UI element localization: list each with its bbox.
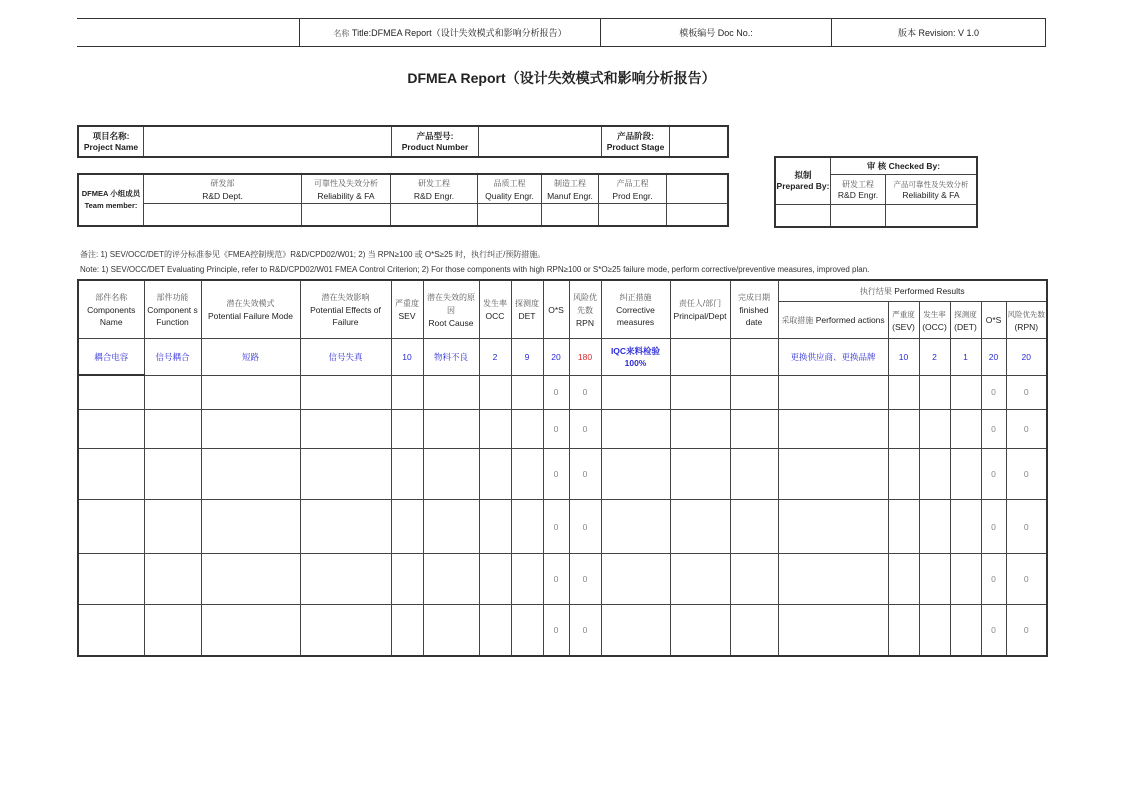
empty-cell[interactable] (919, 500, 950, 554)
empty-cell[interactable] (201, 375, 300, 410)
empty-cell[interactable] (919, 375, 950, 410)
team-input-quality[interactable] (478, 204, 542, 227)
empty-cell[interactable] (78, 410, 144, 449)
empty-cell[interactable] (670, 449, 730, 500)
col-os: O*S (543, 280, 569, 339)
col-principal: 责任人/部门 Principal/Dept (670, 280, 730, 339)
empty-cell[interactable] (511, 375, 543, 410)
empty-cell[interactable] (919, 605, 950, 657)
computed-zero-cell: 0 (543, 554, 569, 605)
empty-cell[interactable] (950, 500, 981, 554)
page-title: DFMEA Report（设计失效模式和影响分析报告） (407, 70, 716, 86)
col-occ2: 发生率 (OCC) (919, 302, 950, 339)
empty-cell[interactable] (730, 605, 778, 657)
col-finished-date: 完成日期 finished date (730, 280, 778, 339)
document-header (77, 18, 1046, 47)
computed-zero-cell: 0 (981, 410, 1006, 449)
empty-cell[interactable] (479, 375, 511, 410)
empty-cell[interactable] (778, 375, 888, 410)
computed-zero-cell: 0 (543, 375, 569, 410)
empty-cell[interactable] (479, 554, 511, 605)
project-name-value[interactable] (144, 126, 392, 157)
empty-cell[interactable] (423, 554, 479, 605)
empty-cell[interactable] (144, 554, 201, 605)
empty-cell[interactable] (78, 554, 144, 605)
col-sev: 严重度 SEV (391, 280, 423, 339)
empty-cell[interactable] (511, 500, 543, 554)
cell-os2: 20 (981, 339, 1006, 376)
col-performed-results: 执行结果 Performed Results (778, 280, 1047, 302)
computed-zero-cell: 0 (1006, 554, 1047, 605)
table-row (78, 605, 1047, 657)
team-input-reliability[interactable] (302, 204, 391, 227)
computed-zero-cell: 0 (569, 375, 601, 410)
computed-zero-cell: 0 (569, 605, 601, 657)
empty-cell[interactable] (730, 554, 778, 605)
computed-zero-cell: 0 (981, 554, 1006, 605)
empty-cell[interactable] (479, 500, 511, 554)
empty-cell[interactable] (778, 554, 888, 605)
cell-principal[interactable] (670, 339, 730, 376)
empty-cell[interactable] (201, 605, 300, 657)
empty-cell[interactable] (423, 410, 479, 449)
note-english: Note: 1) SEV/OCC/DET Evaluating Principle, refer to R&D/CPD02/W01 FMEA Control Criterion; 2) For those components with high RPN≥100 or S*O≥25 failure mode, perform corrective/preventive measures, improved plan. (80, 265, 870, 274)
empty-cell[interactable] (730, 500, 778, 554)
table-row (78, 500, 1047, 554)
team-col-reliability: 可靠性及失效分析 Reliability & FA (302, 174, 391, 204)
empty-cell[interactable] (670, 375, 730, 410)
team-label: DFMEA 小组成员 Team member: (78, 174, 144, 226)
checked-rd-engr: 研发工程 R&D Engr. (831, 175, 886, 205)
checked-reliability: 产品可靠性及失效分析 Reliability & FA (886, 175, 978, 205)
empty-cell[interactable] (888, 449, 919, 500)
col-root-cause: 潜在失效的原因 Root Cause (423, 280, 479, 339)
computed-zero-cell: 0 (1006, 605, 1047, 657)
empty-cell[interactable] (300, 449, 391, 500)
team-col-rd: 研发部 R&D Dept. (144, 174, 302, 204)
computed-zero-cell: 0 (1006, 375, 1047, 410)
team-input-blank[interactable] (667, 204, 729, 227)
empty-cell[interactable] (144, 449, 201, 500)
table-row (78, 339, 1047, 376)
empty-cell[interactable] (730, 375, 778, 410)
team-col-prod: 产品工程 Prod Engr. (599, 174, 667, 204)
header-blank (77, 19, 300, 47)
team-table (77, 173, 729, 227)
computed-zero-cell: 0 (1006, 500, 1047, 554)
empty-cell[interactable] (423, 375, 479, 410)
empty-cell[interactable] (778, 500, 888, 554)
table-row (78, 375, 1047, 410)
empty-cell[interactable] (601, 375, 670, 410)
empty-cell[interactable] (670, 500, 730, 554)
empty-cell[interactable] (391, 410, 423, 449)
computed-zero-cell: 0 (543, 449, 569, 500)
empty-cell[interactable] (78, 500, 144, 554)
empty-cell[interactable] (511, 449, 543, 500)
empty-cell[interactable] (601, 410, 670, 449)
empty-cell[interactable] (144, 375, 201, 410)
empty-cell[interactable] (300, 500, 391, 554)
project-name-label: 项目名称: Project Name (78, 126, 144, 157)
col-components-name: 部件名称 Components Name (78, 280, 144, 339)
cell-os: 20 (543, 339, 569, 376)
col-failure-mode: 潜在失效模式 Potential Failure Mode (201, 280, 300, 339)
cell-sev[interactable]: 10 (391, 339, 423, 376)
approval-table (774, 156, 978, 228)
empty-cell[interactable] (201, 554, 300, 605)
empty-cell[interactable] (300, 410, 391, 449)
cell-sev2[interactable]: 10 (888, 339, 919, 376)
empty-cell[interactable] (601, 605, 670, 657)
computed-zero-cell: 0 (569, 554, 601, 605)
empty-cell[interactable] (144, 410, 201, 449)
empty-cell[interactable] (511, 410, 543, 449)
computed-zero-cell: 0 (569, 410, 601, 449)
empty-cell[interactable] (78, 449, 144, 500)
empty-cell[interactable] (78, 605, 144, 657)
fmea-table (77, 279, 1048, 657)
team-input-rd[interactable] (144, 204, 302, 227)
team-col-quality: 品质工程 Quality Engr. (478, 174, 542, 204)
cell-action[interactable]: 更换供应商、更换品牌 (778, 339, 888, 376)
empty-cell[interactable] (144, 605, 201, 657)
checked-rd-input[interactable] (831, 205, 886, 228)
empty-cell[interactable] (888, 375, 919, 410)
cell-det2[interactable]: 1 (950, 339, 981, 376)
product-stage-value[interactable] (670, 126, 729, 157)
empty-cell[interactable] (300, 554, 391, 605)
empty-cell[interactable] (391, 554, 423, 605)
cell-date[interactable] (730, 339, 778, 376)
cell-occ[interactable]: 2 (479, 339, 511, 376)
empty-cell[interactable] (888, 410, 919, 449)
empty-cell[interactable] (423, 449, 479, 500)
prepared-by-label: 拟制 Prepared By: (775, 157, 831, 205)
computed-zero-cell: 0 (543, 500, 569, 554)
header-docno: 模板编号 Doc No.: (601, 19, 832, 47)
computed-zero-cell: 0 (981, 375, 1006, 410)
empty-cell[interactable] (950, 410, 981, 449)
cell-function[interactable]: 信号耦合 (144, 339, 201, 376)
cell-det[interactable]: 9 (511, 339, 543, 376)
empty-cell[interactable] (919, 410, 950, 449)
table-row (78, 410, 1047, 449)
empty-cell[interactable] (950, 375, 981, 410)
col-rpn2: 风险优先数 (RPN) (1006, 302, 1047, 339)
empty-cell[interactable] (670, 410, 730, 449)
empty-cell[interactable] (511, 605, 543, 657)
table-row (78, 449, 1047, 500)
team-input-manuf[interactable] (542, 204, 599, 227)
empty-cell[interactable] (423, 605, 479, 657)
empty-cell[interactable] (479, 449, 511, 500)
empty-cell[interactable] (391, 500, 423, 554)
empty-cell[interactable] (950, 605, 981, 657)
empty-cell[interactable] (778, 449, 888, 500)
cell-rpn2: 20 (1006, 339, 1047, 376)
empty-cell[interactable] (201, 410, 300, 449)
empty-cell[interactable] (778, 605, 888, 657)
prepared-by-input[interactable] (775, 205, 831, 228)
empty-cell[interactable] (950, 449, 981, 500)
computed-zero-cell: 0 (1006, 410, 1047, 449)
cell-occ2[interactable]: 2 (919, 339, 950, 376)
cell-corrective[interactable]: IQC来料检验100% (601, 339, 670, 376)
empty-cell[interactable] (730, 410, 778, 449)
empty-cell[interactable] (479, 410, 511, 449)
empty-cell[interactable] (950, 554, 981, 605)
computed-zero-cell: 0 (981, 605, 1006, 657)
product-number-value[interactable] (479, 126, 602, 157)
team-col-blank (667, 174, 729, 204)
col-performed-actions: 采取措施 Performed actions (778, 302, 888, 339)
computed-zero-cell: 0 (543, 410, 569, 449)
computed-zero-cell: 0 (569, 500, 601, 554)
empty-cell[interactable] (778, 410, 888, 449)
header-revision: 版本 Revision: V 1.0 (832, 19, 1046, 47)
col-effects: 潜在失效影响 Potential Effects of Failure (300, 280, 391, 339)
empty-cell[interactable] (144, 500, 201, 554)
empty-cell[interactable] (601, 554, 670, 605)
empty-cell[interactable] (730, 449, 778, 500)
cell-cause[interactable]: 物料不良 (423, 339, 479, 376)
col-det: 探测度 DET (511, 280, 543, 339)
empty-cell[interactable] (391, 375, 423, 410)
header-title: Title:DFMEA Report（设计失效模式和影响分析报告） (351, 28, 567, 38)
empty-cell[interactable] (479, 605, 511, 657)
checked-by-label: 审 核 Checked By: (831, 157, 978, 175)
checked-reliability-input[interactable] (886, 205, 978, 228)
empty-cell[interactable] (78, 375, 144, 410)
team-input-rd-engr[interactable] (391, 204, 478, 227)
project-info-table (77, 125, 729, 158)
empty-cell[interactable] (511, 554, 543, 605)
computed-zero-cell: 0 (981, 449, 1006, 500)
empty-cell[interactable] (201, 449, 300, 500)
cell-mode[interactable]: 短路 (201, 339, 300, 376)
col-sev2: 严重度 (SEV) (888, 302, 919, 339)
empty-cell[interactable] (670, 605, 730, 657)
team-col-rd-engr: 研发工程 R&D Engr. (391, 174, 478, 204)
empty-cell[interactable] (888, 605, 919, 657)
cell-name[interactable]: 耦合电容 (78, 339, 144, 376)
cell-effect[interactable]: 信号失真 (300, 339, 391, 376)
empty-cell[interactable] (670, 554, 730, 605)
empty-cell[interactable] (601, 500, 670, 554)
note-chinese: 备注: 1) SEV/OCC/DET的评分标准参见《FMEA控制规范》R&D/CPD02/W01; 2) 当 RPN≥100 或 O*S≥25 时，执行纠正/预防措施。 (80, 250, 546, 259)
empty-cell[interactable] (300, 375, 391, 410)
empty-cell[interactable] (423, 500, 479, 554)
table-row (78, 554, 1047, 605)
empty-cell[interactable] (391, 605, 423, 657)
header-title-cell: 名称 Title:DFMEA Report（设计失效模式和影响分析报告） (300, 19, 601, 47)
empty-cell[interactable] (888, 554, 919, 605)
empty-cell[interactable] (919, 554, 950, 605)
empty-cell[interactable] (201, 500, 300, 554)
product-stage-label: 产品阶段: Product Stage (602, 126, 670, 157)
computed-zero-cell: 0 (981, 500, 1006, 554)
col-components-function: 部件功能 Component s Function (144, 280, 201, 339)
computed-zero-cell: 0 (543, 605, 569, 657)
empty-cell[interactable] (601, 449, 670, 500)
team-col-manuf: 制造工程 Manuf Engr. (542, 174, 599, 204)
col-occ: 发生率 OCC (479, 280, 511, 339)
col-os2: O*S (981, 302, 1006, 339)
empty-cell[interactable] (888, 500, 919, 554)
col-det2: 探测度 (DET) (950, 302, 981, 339)
empty-cell[interactable] (919, 449, 950, 500)
team-input-prod[interactable] (599, 204, 667, 227)
col-corrective: 纠正措施 Corrective measures (601, 280, 670, 339)
computed-zero-cell: 0 (569, 449, 601, 500)
cell-rpn: 180 (569, 339, 601, 376)
computed-zero-cell: 0 (1006, 449, 1047, 500)
product-number-label: 产品型号: Product Number (392, 126, 479, 157)
col-rpn: 风险优先数 RPN (569, 280, 601, 339)
empty-cell[interactable] (300, 605, 391, 657)
empty-cell[interactable] (391, 449, 423, 500)
